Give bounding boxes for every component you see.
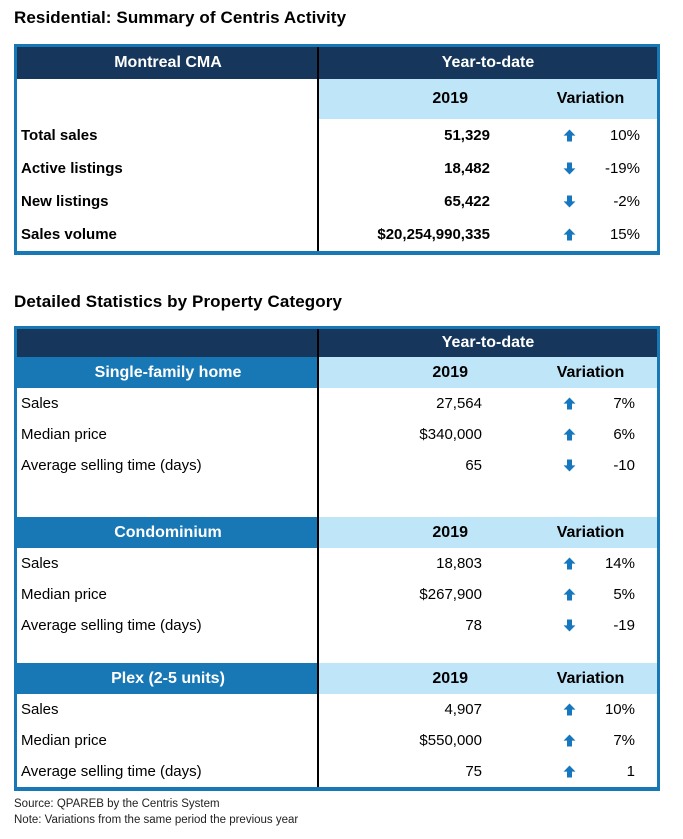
down-arrow-icon xyxy=(563,619,576,632)
row-label: New listings xyxy=(21,193,109,210)
row-label: Sales xyxy=(21,701,59,718)
table-row xyxy=(17,725,657,756)
section-subheader-cells xyxy=(319,517,657,548)
table-row xyxy=(17,694,657,725)
table-row xyxy=(17,419,657,450)
row-values xyxy=(319,725,657,756)
row-variation xyxy=(504,450,657,481)
detail-header-row xyxy=(17,329,657,357)
up-arrow-icon xyxy=(563,765,576,778)
row-values xyxy=(319,579,657,610)
row-variation xyxy=(504,185,657,218)
row-value: 65 xyxy=(465,457,482,474)
year-column-header: 2019 xyxy=(432,90,468,107)
row-values xyxy=(319,152,657,185)
section-header-row xyxy=(17,517,657,548)
row-variation-value: -10 xyxy=(613,457,635,474)
variation-column-header: Variation xyxy=(556,363,625,381)
row-values xyxy=(319,185,657,218)
row-variation-value: 10% xyxy=(609,127,640,144)
up-arrow-icon xyxy=(563,228,576,241)
row-variation-value: 7% xyxy=(613,732,635,749)
summary-rows xyxy=(17,119,657,251)
row-values xyxy=(319,450,657,481)
row-value: $267,900 xyxy=(419,586,482,603)
row-variation-value: 1 xyxy=(626,763,635,780)
summary-header-row xyxy=(17,47,657,79)
up-arrow-icon xyxy=(563,734,576,747)
summary-subheader-cells xyxy=(319,79,657,119)
table-row xyxy=(17,756,657,787)
row-variation-value: -2% xyxy=(613,193,640,210)
table-row xyxy=(17,185,657,218)
row-label: Median price xyxy=(21,732,107,749)
row-values xyxy=(319,419,657,450)
row-variation xyxy=(504,218,657,251)
row-variation xyxy=(504,610,657,641)
year-column-header: 2019 xyxy=(432,523,468,541)
row-label: Average selling time (days) xyxy=(21,617,202,634)
detail-sections xyxy=(17,357,657,787)
up-arrow-icon xyxy=(563,557,576,570)
variation-column-header: Variation xyxy=(556,669,625,687)
down-arrow-icon xyxy=(563,195,576,208)
detail-table xyxy=(14,326,660,791)
row-value: $340,000 xyxy=(419,426,482,443)
section-subheader-cells xyxy=(319,663,657,694)
year-column-header: 2019 xyxy=(432,669,468,687)
row-variation-value: 15% xyxy=(609,226,640,243)
row-value: 75 xyxy=(465,763,482,780)
row-variation-value: -19 xyxy=(613,617,635,634)
row-variation-value: 6% xyxy=(613,426,635,443)
section-gap xyxy=(17,641,657,663)
row-variation xyxy=(504,725,657,756)
row-variation xyxy=(504,388,657,419)
column-divider xyxy=(317,47,319,251)
row-variation xyxy=(504,152,657,185)
year-column-header: 2019 xyxy=(432,363,468,381)
row-variation-value: 14% xyxy=(604,555,635,572)
footer xyxy=(14,796,298,828)
row-variation xyxy=(504,694,657,725)
row-variation xyxy=(504,548,657,579)
variation-column-header: Variation xyxy=(556,90,625,107)
source-note: Source: QPAREB by the Centris System xyxy=(14,798,220,810)
up-arrow-icon xyxy=(563,428,576,441)
row-value: 4,907 xyxy=(444,701,482,718)
section-gap xyxy=(17,481,657,517)
row-values xyxy=(319,548,657,579)
down-arrow-icon xyxy=(563,162,576,175)
summary-title: Residential: Summary of Centris Activity xyxy=(14,8,347,27)
row-values xyxy=(319,610,657,641)
row-value: 51,329 xyxy=(444,127,490,144)
section-name: Condominium xyxy=(17,517,319,548)
row-value: 18,482 xyxy=(444,160,490,177)
row-variation-value: 10% xyxy=(604,701,635,718)
summary-right-header: Year-to-date xyxy=(441,54,535,71)
row-value: 65,422 xyxy=(444,193,490,210)
table-row xyxy=(17,119,657,152)
table-row xyxy=(17,388,657,419)
summary-subheader-row xyxy=(17,79,657,119)
variation-note: Note: Variations from the same period the previous year xyxy=(14,814,299,826)
section-name: Plex (2-5 units) xyxy=(17,663,319,694)
row-label: Median price xyxy=(21,426,107,443)
detail-title: Detailed Statistics by Property Category xyxy=(14,292,343,311)
row-variation-value: 5% xyxy=(613,586,635,603)
up-arrow-icon xyxy=(563,703,576,716)
up-arrow-icon xyxy=(563,129,576,142)
row-values xyxy=(319,756,657,787)
row-label: Sales xyxy=(21,555,59,572)
row-value: $550,000 xyxy=(419,732,482,749)
row-value: 78 xyxy=(465,617,482,634)
table-row xyxy=(17,152,657,185)
row-label: Average selling time (days) xyxy=(21,457,202,474)
table-row xyxy=(17,579,657,610)
row-value: 18,803 xyxy=(436,555,482,572)
row-label: Average selling time (days) xyxy=(21,763,202,780)
row-variation xyxy=(504,419,657,450)
row-label: Sales xyxy=(21,395,59,412)
section-header-row xyxy=(17,357,657,388)
column-divider xyxy=(317,329,319,787)
row-variation xyxy=(504,756,657,787)
row-variation-value: 7% xyxy=(613,395,635,412)
section-name: Single-family home xyxy=(17,357,319,388)
up-arrow-icon xyxy=(563,588,576,601)
up-arrow-icon xyxy=(563,397,576,410)
row-label: Active listings xyxy=(21,160,123,177)
row-values xyxy=(319,388,657,419)
variation-column-header: Variation xyxy=(556,523,625,541)
row-values xyxy=(319,694,657,725)
row-values xyxy=(319,119,657,152)
row-label: Total sales xyxy=(21,127,98,144)
row-label: Median price xyxy=(21,586,107,603)
row-value: $20,254,990,335 xyxy=(377,226,490,243)
row-values xyxy=(319,218,657,251)
table-row xyxy=(17,450,657,481)
row-label: Sales volume xyxy=(21,226,117,243)
down-arrow-icon xyxy=(563,459,576,472)
row-value: 27,564 xyxy=(436,395,482,412)
row-variation xyxy=(504,119,657,152)
row-variation xyxy=(504,579,657,610)
table-row xyxy=(17,548,657,579)
row-variation-value: -19% xyxy=(604,160,640,177)
detail-right-header: Year-to-date xyxy=(441,334,535,351)
section-subheader-cells xyxy=(319,357,657,388)
summary-left-header: Montreal CMA xyxy=(114,54,222,71)
table-row xyxy=(17,218,657,251)
section-header-row xyxy=(17,663,657,694)
summary-table xyxy=(14,44,660,255)
table-row xyxy=(17,610,657,641)
